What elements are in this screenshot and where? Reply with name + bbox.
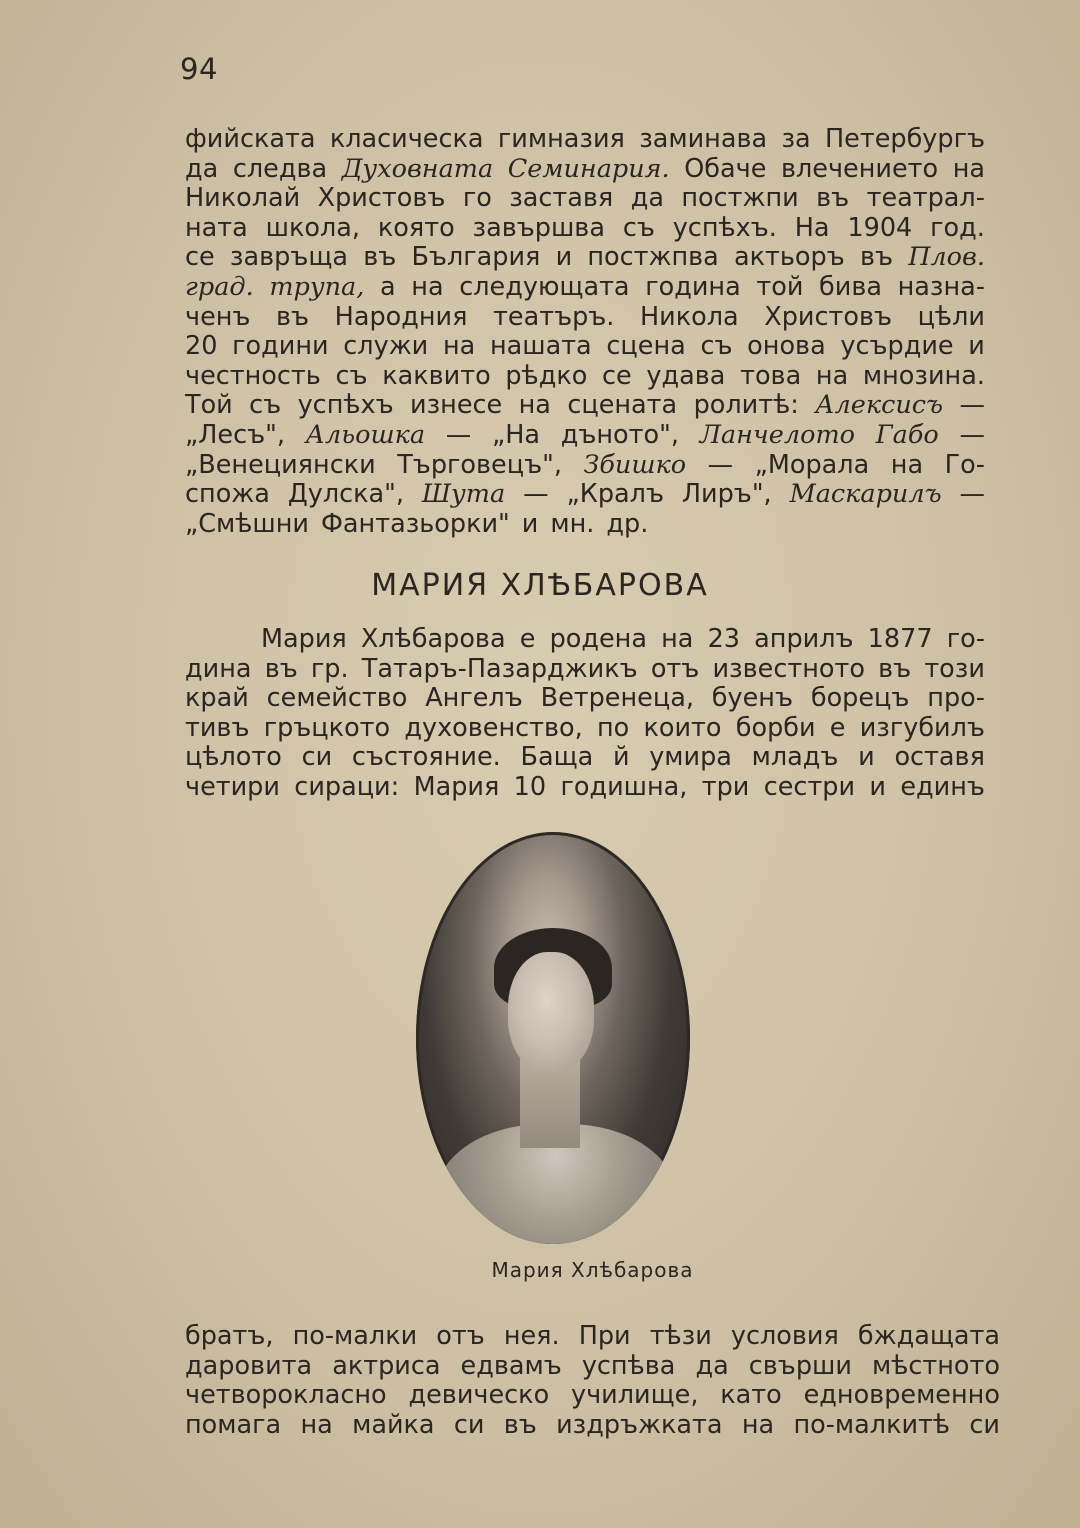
word: цѣли (917, 301, 985, 332)
word: Го- (944, 449, 985, 480)
word: мѣстното (871, 1350, 1000, 1381)
word: си (453, 1409, 485, 1440)
word: й (612, 742, 630, 773)
word: се (185, 242, 215, 273)
word: се (602, 360, 632, 391)
text-line (185, 451, 985, 481)
italic-word: Ланчелото (699, 419, 856, 450)
word: служи (343, 331, 429, 362)
word: България (411, 242, 541, 273)
word: гимназия (497, 124, 625, 154)
word: про- (927, 683, 985, 714)
word: съ (335, 360, 368, 391)
word: „На (491, 419, 540, 450)
italic-word: Духовната (341, 153, 494, 184)
word: постжпва (587, 242, 719, 273)
word: онова (747, 331, 826, 362)
paragraph-maria-hlebarova-intro (185, 625, 985, 803)
word: Баща (520, 742, 594, 773)
word: а (380, 271, 396, 302)
word: известното (712, 653, 865, 684)
word: въ (276, 301, 310, 332)
word: актриса (332, 1350, 441, 1381)
word: си (301, 742, 333, 773)
word: нея. (503, 1321, 560, 1351)
text-line (185, 1352, 1000, 1382)
italic-word: Семинария. (507, 153, 670, 184)
word: изнесе (410, 390, 503, 421)
word: едвамъ (460, 1350, 562, 1381)
word: младъ (751, 742, 839, 773)
section-heading: МАРИЯ ХЛѢБАРОВА (371, 568, 709, 603)
word: изгубилъ (859, 712, 985, 743)
word: театъръ. (493, 301, 615, 332)
word: успѣва (581, 1350, 676, 1381)
word: — (959, 419, 985, 450)
word: — (445, 419, 472, 450)
word: спожа (185, 479, 270, 510)
word: на (815, 360, 849, 391)
text-line (185, 391, 985, 421)
word: майка (352, 1409, 435, 1440)
word: отъ (650, 653, 700, 684)
text-line (185, 743, 985, 773)
text-line (185, 332, 985, 362)
word: Той (185, 390, 233, 421)
word: е (829, 712, 846, 743)
word: годишна, (560, 771, 688, 802)
word: е (519, 624, 536, 654)
word: При (578, 1321, 631, 1351)
word: класическа (329, 124, 484, 154)
word: издръжката (556, 1409, 723, 1440)
word: На (794, 212, 830, 243)
word: рѣдко (505, 360, 588, 391)
word: Фантазьорки" (320, 508, 510, 539)
word: въ (859, 242, 893, 273)
word: удава (646, 360, 726, 391)
word: — (707, 449, 734, 480)
word: Дулска", (287, 479, 405, 510)
word: тѣзи (649, 1321, 712, 1351)
word: дъното", (560, 419, 679, 450)
word: тивъ (185, 712, 250, 743)
word: дина (185, 653, 252, 684)
word: този (924, 653, 985, 684)
word: единъ (900, 771, 985, 802)
word: и (869, 771, 886, 802)
word: на (890, 449, 924, 480)
word: по-малки (292, 1321, 418, 1351)
word: — (959, 479, 985, 510)
word: условия (730, 1321, 839, 1351)
word: ченъ (185, 301, 251, 332)
word: 1877 (867, 624, 933, 654)
word: три (701, 771, 750, 802)
word: театрал- (866, 183, 985, 214)
word: сираци: (294, 771, 400, 802)
word: успѣхъ (297, 390, 394, 421)
word: Обаче (684, 153, 767, 184)
italic-word: Шута (421, 479, 506, 510)
italic-word: Плов. (908, 242, 985, 273)
word: усърдие (840, 331, 954, 362)
text-line (185, 421, 985, 451)
word: състояние. (351, 742, 501, 773)
word: години (232, 331, 329, 362)
word: той (756, 271, 804, 302)
word: Мария (261, 624, 347, 654)
word: Ветренеца, (540, 683, 694, 714)
word: сцена (606, 331, 686, 362)
word: заставя (509, 183, 614, 214)
word: 10 (513, 771, 547, 802)
word: по (596, 712, 630, 743)
word: сестри (763, 771, 856, 802)
word: въ (363, 242, 397, 273)
word: година (645, 271, 741, 302)
word: го- (946, 624, 985, 654)
word: мн. (550, 508, 595, 539)
word: мнозина. (862, 360, 985, 391)
word: да (695, 1350, 729, 1381)
word: следва (232, 153, 328, 184)
word: Ангелъ (425, 683, 523, 714)
word: честность (185, 360, 321, 391)
word: да (185, 153, 219, 184)
word: и (968, 331, 985, 362)
word: като (720, 1380, 782, 1411)
word: борецъ (810, 683, 910, 714)
word: на (518, 390, 551, 421)
word: Петербургъ (824, 124, 985, 154)
word: завършва (472, 212, 605, 243)
word: на (300, 1409, 333, 1440)
text-line (185, 510, 985, 540)
text-line (185, 125, 985, 155)
word: край (185, 683, 249, 714)
word: Търговецъ", (397, 449, 562, 480)
word: др. (606, 508, 649, 539)
word: буенъ (711, 683, 793, 714)
text-line (185, 1322, 1000, 1352)
word: — (523, 479, 549, 510)
word: на (952, 153, 985, 184)
text-line (185, 1411, 1000, 1441)
italic-word: Алексисъ (815, 390, 944, 421)
portrait-photo (416, 832, 690, 1244)
word: Лиръ", (681, 479, 772, 510)
text-line (185, 480, 985, 510)
word: отъ (436, 1321, 485, 1351)
word: четири (185, 771, 280, 802)
word: фийската (185, 124, 316, 154)
word: съ (622, 212, 655, 243)
word: Христовъ (317, 183, 446, 214)
portrait-face (508, 952, 594, 1072)
word: 23 (707, 624, 741, 654)
word: въ (503, 1409, 537, 1440)
text-line (185, 1381, 1000, 1411)
word: нашата (489, 331, 592, 362)
photo-caption: Мария Хлѣбарова (491, 1258, 694, 1282)
word: 20 (185, 331, 218, 362)
paragraph-maria-hlebarova-continued (185, 1322, 1000, 1440)
word: ната (185, 212, 248, 243)
word: на (661, 624, 694, 654)
word: год. (930, 212, 985, 243)
text-line (185, 655, 985, 685)
paragraph-nikolai-hristov (185, 125, 985, 539)
word: „Венециянски (185, 449, 376, 480)
word: каквито (382, 360, 491, 391)
word: „Смѣшни (185, 508, 309, 539)
word: заминава (639, 124, 768, 154)
word: Татаръ-Пазарджикъ (361, 653, 638, 684)
word: го (462, 183, 492, 214)
text-line (185, 303, 985, 333)
word: даровита (185, 1350, 313, 1381)
word: успѣхъ. (672, 212, 777, 243)
word: девическо (408, 1380, 550, 1411)
word: и (858, 742, 875, 773)
word: съ (700, 331, 733, 362)
text-line (185, 214, 985, 244)
italic-word: Альошка (305, 419, 426, 450)
text-line (185, 773, 985, 803)
word: въ (816, 183, 850, 214)
word: бждащата (857, 1321, 1000, 1351)
text-line (185, 155, 985, 185)
text-line (185, 243, 985, 273)
word: Николай (185, 183, 301, 214)
word: братъ, (185, 1321, 274, 1351)
word: „Морала (754, 449, 870, 480)
text-line (185, 362, 985, 392)
text-line (185, 714, 985, 744)
italic-word: трупа, (269, 271, 365, 302)
word: гр. (310, 653, 349, 684)
word: свърши (748, 1350, 852, 1381)
word: Христовъ (764, 301, 892, 332)
word: за (781, 124, 811, 154)
word: Мария (413, 771, 500, 802)
word: умира (649, 742, 732, 773)
word: която (377, 212, 455, 243)
word: едновременно (803, 1380, 1000, 1411)
word: завръща (229, 242, 348, 273)
word: цѣлото (185, 742, 282, 773)
word: априлъ (754, 624, 854, 654)
word: родена (549, 624, 647, 654)
text-line (185, 273, 985, 303)
word: съ (249, 390, 282, 421)
word: постжпи (681, 183, 799, 214)
word: въ (878, 653, 912, 684)
word: на (442, 331, 476, 362)
word: духовенство, (404, 712, 583, 743)
italic-word: Маскарилъ (789, 479, 942, 510)
word: на (741, 1409, 775, 1440)
word: оставя (894, 742, 985, 773)
word: които (643, 712, 722, 743)
word: 1904 (847, 212, 913, 243)
text-line (185, 625, 985, 655)
word: това (740, 360, 802, 391)
word: гръцкото (263, 712, 391, 743)
word: четворокласно (185, 1380, 387, 1411)
word: на (411, 271, 444, 302)
word: „Лесъ", (185, 419, 285, 450)
page-number: 94 (180, 52, 218, 86)
word: семейство (266, 683, 408, 714)
word: по-малкитѣ (793, 1409, 951, 1440)
word: ролитѣ: (693, 390, 799, 421)
word: да (630, 183, 664, 214)
word: си (969, 1409, 1000, 1440)
word: Народния (334, 301, 468, 332)
word: влечението (780, 153, 939, 184)
word: сцената (567, 390, 678, 421)
word: въ (264, 653, 298, 684)
text-line (185, 184, 985, 214)
word: следующата (459, 271, 630, 302)
italic-word: град. (185, 271, 254, 302)
word: Никола (639, 301, 739, 332)
italic-word: Габо (875, 419, 939, 450)
word: училище, (571, 1380, 699, 1411)
word: и (555, 242, 573, 273)
word: назна- (897, 271, 985, 302)
word: — (959, 390, 985, 421)
word: школа, (265, 212, 361, 243)
word: актьоръ (734, 242, 845, 273)
word: бива (819, 271, 882, 302)
word: и (521, 508, 539, 539)
text-line (185, 684, 985, 714)
word: Хлѣбарова (360, 624, 506, 654)
word: „Кралъ (566, 479, 664, 510)
word: помага (185, 1409, 282, 1440)
word: борби (735, 712, 816, 743)
italic-word: Збишко (583, 449, 687, 480)
